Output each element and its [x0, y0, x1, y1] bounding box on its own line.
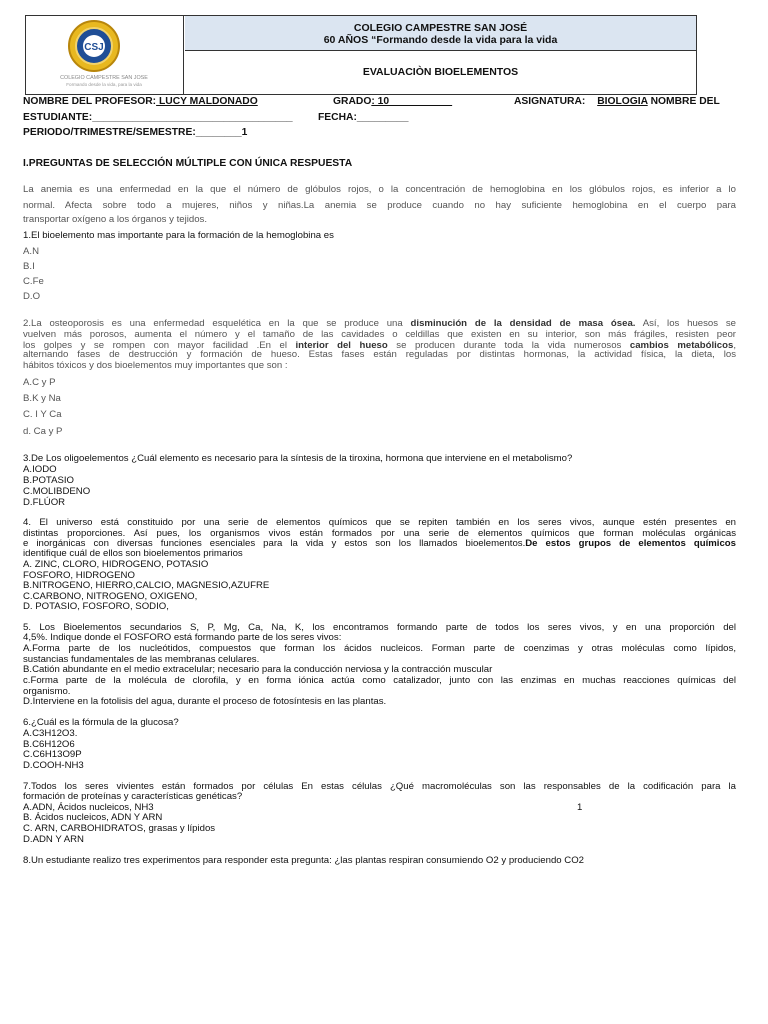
grade-field	[333, 96, 452, 107]
q7-option-b[interactable]: B. Ácidos nucleicos, ADN Y ARN	[23, 812, 163, 823]
logo-caption: COLEGIO CAMPESTRE SAN JOSE	[60, 75, 148, 81]
q6-option-c[interactable]: C.C6H13O9P	[23, 749, 82, 760]
q6-option-d[interactable]: D.COOH-NH3	[23, 760, 84, 771]
q2-line-3-a: los golpes y se rompen con mayor facilidad .En el	[23, 340, 296, 351]
q2-line-3-c: se producen durante toda la vida numerosos	[387, 340, 630, 351]
q4-line-4: identifique cuál de ellos son bioelementos primarios	[23, 548, 243, 559]
period-value[interactable]: :________1	[192, 127, 248, 138]
date-blank[interactable]: _________	[356, 112, 409, 123]
q5-option-d[interactable]: D.Interviene en la fotolisis del agua, durante el proceso de fotosíntesis en las plantas.	[23, 696, 387, 707]
q4-option-a-cont[interactable]: FOSFORO, HIDROGENO	[23, 570, 135, 581]
school-logo-cell	[26, 16, 184, 94]
q7-option-c[interactable]: C. ARN, CARBOHIDRATOS, grasas y lípidos	[23, 823, 216, 834]
q1-option-c[interactable]: C.Fe	[23, 276, 44, 287]
q4-option-c[interactable]: C.CARBONO, NITROGENO, OXIGENO,	[23, 591, 198, 602]
q1-intro-line-3: transportar oxígeno a los órganos y tejidos.	[23, 214, 207, 225]
student-label-start: NOMBRE DEL	[647, 96, 720, 107]
q2-line-2: vuelven más porosos, aumenta el número y el tamaño de las cavidades o celdillas que existen en su interior, son más frágiles, resisten peor	[23, 329, 736, 340]
school-banner	[185, 16, 696, 51]
q2-line-3-e: ,	[733, 340, 736, 351]
q6-question: 6.¿Cuál es la fórmula de la glucosa?	[23, 717, 179, 728]
q3-option-c[interactable]: C.MOLIBDENO	[23, 486, 91, 497]
q4-line-3-emph: De estos grupos de elementos químicos	[525, 538, 736, 549]
q2-option-b[interactable]: B.K y Na	[23, 393, 61, 404]
q7-line-2: formación de proteínas y características genéticas?	[23, 791, 243, 802]
q1-option-a[interactable]: A.N	[23, 246, 39, 257]
teacher-label: NOMBRE DEL PROFESOR:	[23, 96, 157, 107]
school-name: COLEGIO CAMPESTRE SAN JOSÉ	[353, 22, 528, 34]
q3-question: 3.De Los oligoelementos ¿Cuál elemento es necesario para la síntesis de la tiroxina, hormona que interviene en el metabolismo?	[23, 453, 573, 464]
page-number: 1	[577, 802, 583, 813]
q4-option-b[interactable]: B.NITROGENO, HIERRO,CALCIO, MAGNESIO,AZUFRE	[23, 580, 270, 591]
q4-line-2: distintas proporciones. Así pues, los organismos vivos están formados por una serie de elementos químicos que forman moléculas orgánicas	[23, 528, 736, 539]
period-row	[23, 127, 247, 138]
q6-option-b[interactable]: B.C6H12O6	[23, 739, 75, 750]
q1-question: 1.El bioelemento mas importante para la formación de la hemoglobina es	[23, 230, 334, 241]
q5-line-2: 4,5%. Indique donde el FOSFORO está formando parte de los seres vivos:	[23, 632, 342, 643]
q5-option-a[interactable]: A.Forma parte de los nucleótidos, compuestos que forman los ácidos nucleicos. Forman parte de coenzimas y otras moléculas como lípidos,	[23, 643, 736, 654]
q2-line-4: alternando fases de destrucción y formación de hueso. Estas fases están reguladas por distintas hormonas, la actividad física, la dieta, los	[23, 349, 736, 360]
student-label: ESTUDIANTE:	[23, 112, 93, 123]
q4-line-3-text: e inorgánicas con diversas funciones esenciales para la vida y estos son los llamados bioelementos.	[23, 538, 526, 549]
logo-initials: CSJ	[84, 42, 104, 53]
grade-label: GRADO	[333, 96, 372, 107]
date-label: FECHA:	[318, 112, 357, 123]
q2-option-c[interactable]: C. I Y Ca	[23, 409, 62, 420]
grade-value[interactable]: : 10___________	[371, 96, 453, 107]
school-seal-icon	[26, 16, 182, 92]
q2-line-3-bold-1: interior del hueso	[295, 340, 388, 351]
subject-field	[514, 96, 720, 107]
school-motto: 60 AÑOS “Formando desde la vida para la vida	[323, 34, 558, 46]
q2-option-a[interactable]: A.C y P	[23, 377, 56, 388]
period-label: PERIODO/TRIMESTRE/SEMESTRE	[23, 127, 193, 138]
q5-option-c[interactable]: c.Forma parte de la molécula de clorofila, y en forma iónica actúa como catalizador, junto con las enzimas en muchas reacciones químicas del	[23, 675, 736, 686]
q2-line-3-bold-2: cambios metabólicos	[629, 340, 734, 351]
q2-line-1-text: 2.La osteoporosis es una enfermedad esquelética en la que se produce una	[23, 318, 411, 329]
q3-option-d[interactable]: D.FLÚOR	[23, 497, 66, 508]
q1-intro-line-1: La anemia es una enfermedad en la que el número de glóbulos rojos, o la concentración de hemoglobina en los glóbulos rojos, es inferior a lo	[23, 184, 736, 195]
teacher-value[interactable]: LUCY MALDONADO	[156, 96, 258, 107]
q7-option-d[interactable]: D.ADN Y ARN	[23, 834, 84, 845]
q3-option-a[interactable]: A.IODO	[23, 464, 57, 475]
q6-option-a[interactable]: A.C3H12O3.	[23, 728, 78, 739]
q2-line-1-bold: disminución de la densidad de masa ósea.	[410, 318, 636, 329]
q2-line-1-end: Así, los huesos se	[635, 318, 736, 329]
logo-subcaption: Formando desde la vida, para la vida	[66, 82, 142, 87]
date-field	[318, 112, 408, 123]
q2-line-1	[23, 318, 736, 329]
subject-label: ASIGNATURA:	[514, 96, 586, 107]
q7-line-1: 7.Todos los seres vivientes están formados por células En estas células ¿Qué macromoléculas son las responsables de la codificación para la	[23, 781, 736, 792]
q1-option-b[interactable]: B.I	[23, 261, 35, 272]
q5-option-c-cont: organismo.	[23, 686, 71, 697]
q7-option-a[interactable]: A.ADN, Ácidos nucleicos, NH3	[23, 802, 154, 813]
subject-value[interactable]: BIOLOGIA	[597, 96, 648, 107]
student-row	[23, 112, 293, 123]
q1-intro-line-2: normal. Afecta sobre todo a mujeres, niños y niñas.La anemia se produce cuando no hay suficiente hemoglobina en el cuerpo para	[23, 200, 736, 211]
q4-line-1: 4. El universo está constituido por una serie de elementos químicos que se repiten también en los seres vivos, aunque estén presentes en	[23, 517, 736, 528]
q5-option-a-cont: sustancias fundamentales de las membranas celulares.	[23, 654, 260, 665]
q8-question: 8.Un estudiante realizo tres experimentos para responder esta pregunta: ¿las plantas respiran consumiendo O2 y produciendo CO2	[23, 855, 585, 866]
teacher-row	[23, 96, 258, 107]
q2-option-d[interactable]: d. Ca y P	[23, 426, 63, 437]
section-title: I.PREGUNTAS DE SELECCIÓN MÚLTIPLE CON ÚNICA RESPUESTA	[23, 158, 353, 169]
q1-option-d[interactable]: D.O	[23, 291, 41, 302]
q4-option-a[interactable]: A. ZINC, CLORO, HIDROGENO, POTASIO	[23, 559, 209, 570]
q3-option-b[interactable]: B.POTASIO	[23, 475, 74, 486]
q4-option-d[interactable]: D. POTASIO, FOSFORO, SODIO,	[23, 601, 169, 612]
q5-line-1: 5. Los Bioelementos secundarios S, P, Mg, Ca, Na, K, los encontramos formando parte de todos los seres vivos, y en una proporción del	[23, 622, 736, 633]
exam-title: EVALUACIÒN BIOELEMENTOS	[362, 66, 519, 78]
student-name-blank[interactable]: ___________________________________	[92, 112, 293, 123]
q2-line-5: hábitos tóxicos y dos bioelementos muy importantes que son :	[23, 360, 288, 371]
q5-option-b[interactable]: B.Catión abundante en el medio extracelular; necesario para la conducción nerviosa y la contracción muscular	[23, 664, 493, 675]
